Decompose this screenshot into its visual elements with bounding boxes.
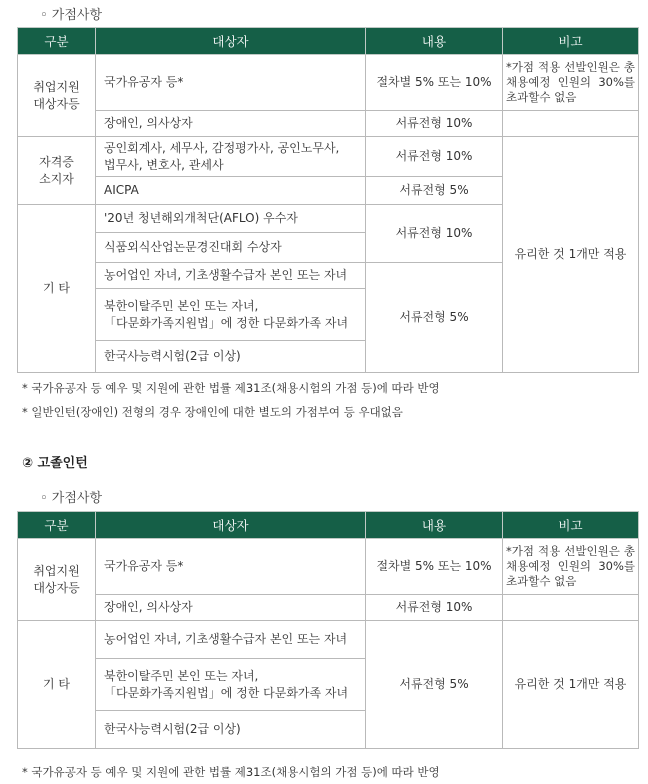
table-header-row <box>18 28 639 55</box>
table-row <box>18 595 639 621</box>
category-line: 대상자등 <box>33 96 80 111</box>
target-cell: AICPA <box>96 177 366 205</box>
table-row <box>18 621 639 659</box>
target-cell: 한국사능력시험(2급 이상) <box>96 341 366 373</box>
category-line: 소지자 <box>39 171 74 186</box>
note-cell-empty <box>503 595 639 621</box>
target-cell: 장애인, 의사상자 <box>96 595 366 621</box>
header-content: 내용 <box>366 28 503 55</box>
header-target: 대상자 <box>96 512 366 539</box>
content-cell: 서류전형 5% <box>366 263 503 373</box>
content-cell: 서류전형 10% <box>366 111 503 137</box>
category-line: 취업지원 <box>33 79 80 94</box>
section2-subtitle: ◦ 가점사항 <box>40 491 103 506</box>
note-cell: *가점 적용 선발인원은 총 채용예정 인원의 30%를 초과할수 없음 <box>503 539 639 595</box>
footnote: * 국가유공자 등 예우 및 지원에 관한 법률 제31조(채용시험의 가점 등)에 따라 반영 <box>22 381 440 395</box>
target-line: 「다문화가족지원법」에 정한 다문화가족 자녀 <box>104 315 349 330</box>
target-cell: 한국사능력시험(2급 이상) <box>96 711 366 749</box>
target-line: 「다문화가족지원법」에 정한 다문화가족 자녀 <box>104 685 349 700</box>
target-cell: 국가유공자 등* <box>96 55 366 111</box>
section2-table <box>17 511 639 749</box>
header-content: 내용 <box>366 512 503 539</box>
category-cell: 기 타 <box>18 205 96 373</box>
section1-subtitle: ◦ 가점사항 <box>40 8 103 23</box>
category-cell <box>18 137 96 205</box>
content-cell: 서류전형 10% <box>366 595 503 621</box>
content-cell: 서류전형 5% <box>366 621 503 749</box>
category-cell <box>18 55 96 137</box>
category-line: 자격증 <box>39 154 74 169</box>
section1-table <box>17 27 639 373</box>
note-cell: 유리한 것 1개만 적용 <box>503 137 639 373</box>
header-note: 비고 <box>503 28 639 55</box>
target-line: 북한이탈주민 본인 또는 자녀, <box>104 298 259 313</box>
target-cell: 농어업인 자녀, 기초생활수급자 본인 또는 자녀 <box>96 263 366 289</box>
table-row <box>18 111 639 137</box>
section2-heading: ② 고졸인턴 <box>22 456 88 471</box>
target-cell: 식품외식산업논문경진대회 수상자 <box>96 233 366 263</box>
content-cell: 서류전형 10% <box>366 205 503 263</box>
target-line: 공인회계사, 세무사, 감정평가사, 공인노무사, <box>104 140 340 155</box>
target-cell: 국가유공자 등* <box>96 539 366 595</box>
table-row <box>18 539 639 595</box>
footnote: * 국가유공자 등 예우 및 지원에 관한 법률 제31조(채용시험의 가점 등)에 따라 반영 <box>22 765 440 779</box>
table-header-row <box>18 512 639 539</box>
note-cell-empty <box>503 111 639 137</box>
content-cell: 절차별 5% 또는 10% <box>366 539 503 595</box>
target-cell <box>96 289 366 341</box>
target-cell: '20년 청년해외개척단(AFLO) 우수자 <box>96 205 366 233</box>
table-row <box>18 137 639 177</box>
note-cell: *가점 적용 선발인원은 총 채용예정 인원의 30%를 초과할수 없음 <box>503 55 639 111</box>
target-line: 북한이탈주민 본인 또는 자녀, <box>104 668 259 683</box>
footnote: * 일반인턴(장애인) 전형의 경우 장애인에 대한 별도의 가점부여 등 우대없음 <box>22 405 403 419</box>
category-line: 대상자등 <box>33 580 80 595</box>
content-cell: 서류전형 5% <box>366 177 503 205</box>
table-row <box>18 55 639 111</box>
content-cell: 절차별 5% 또는 10% <box>366 55 503 111</box>
target-line: 법무사, 변호사, 관세사 <box>104 157 224 172</box>
header-category: 구분 <box>18 512 96 539</box>
content-cell: 서류전형 10% <box>366 137 503 177</box>
category-line: 취업지원 <box>33 563 80 578</box>
category-cell <box>18 539 96 621</box>
target-cell: 농어업인 자녀, 기초생활수급자 본인 또는 자녀 <box>96 621 366 659</box>
header-note: 비고 <box>503 512 639 539</box>
target-cell <box>96 659 366 711</box>
note-cell: 유리한 것 1개만 적용 <box>503 621 639 749</box>
category-cell: 기 타 <box>18 621 96 749</box>
target-cell: 장애인, 의사상자 <box>96 111 366 137</box>
header-target: 대상자 <box>96 28 366 55</box>
target-cell <box>96 137 366 177</box>
header-category: 구분 <box>18 28 96 55</box>
